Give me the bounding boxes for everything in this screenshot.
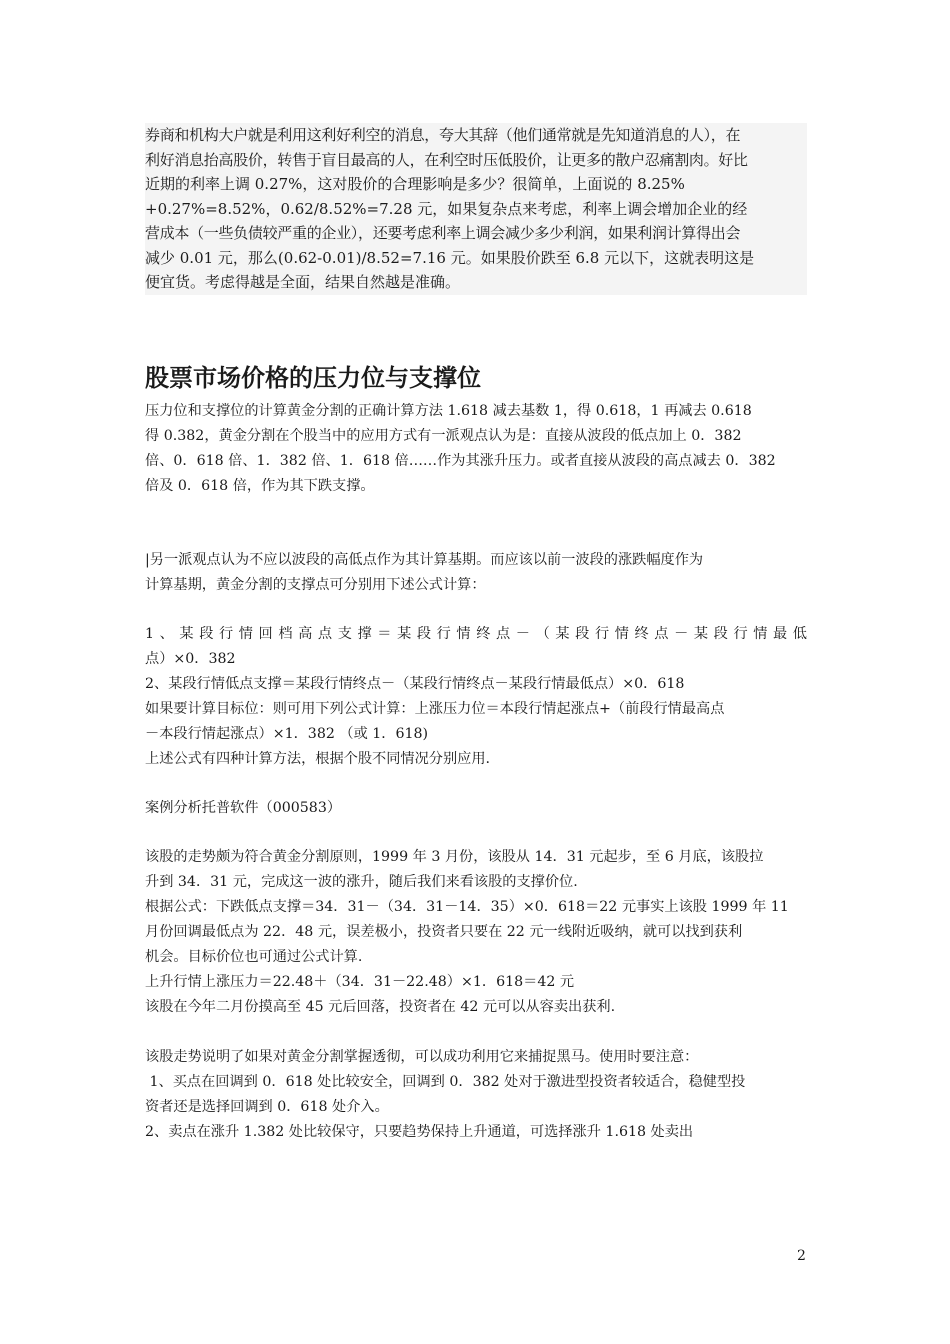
section-heading: 股票市场价格的压力位与支撑位 [145, 364, 481, 392]
note-line: 1、买点在回调到 0．618 处比较安全，回调到 0．382 处对于激进型投资者较适合，稳健型投 [145, 1074, 746, 1090]
case-title: 案例分析托普软件（000583） [145, 800, 342, 816]
formula-line: 上述公式有四种计算方法，根据个股不同情况分别应用. [145, 751, 491, 767]
intro-line: 便宜货。考虑得越是全面，结果自然越是准确。 [145, 273, 461, 291]
intro-line: 券商和机构大户就是利用这利好利空的消息，夸大其辞（他们通常就是先知道消息的人），在 [145, 126, 741, 144]
case-line: 上升行情上涨压力＝22.48＋（34．31－22.48）×1．618＝42 元 [145, 974, 575, 990]
body-line: 倍及 0．618 倍，作为其下跌支撑。 [145, 478, 375, 494]
body-line: |另一派观点认为不应以波段的高低点作为其计算基期。而应该以前一波段的涨跌幅度作为 [145, 552, 704, 568]
body-line: 倍、0．618 倍、1．382 倍、1．618 倍……作为其涨升压力。或者直接从波段的高点减去 0．382 [145, 453, 776, 469]
note-line: 资者还是选择回调到 0．618 处介入。 [145, 1099, 389, 1115]
intro-line: 营成本（一些负债较严重的企业），还要考虑利率上调会减少多少利润，如果利润计算得出会 [145, 224, 741, 242]
case-line: 升到 34．31 元，完成这一波的涨升，随后我们来看该股的支撑价位. [145, 874, 578, 890]
case-line: 月份回调最低点为 22．48 元，误差极小，投资者只要在 22 元一线附近吸纳，就可以找到获利 [145, 924, 743, 940]
intro-paragraph [145, 123, 807, 295]
intro-line: 减少 0.01 元，那么(0.62-0.01)/8.52=7.16 元。如果股价跌至 6.8 元以下，这就表明这是 [145, 248, 755, 267]
formula-line: －本段行情起涨点）×1．382 （或 1．618) [145, 726, 429, 742]
formula-line: 点）×0．382 [145, 651, 236, 667]
note-line: 2、卖点在涨升 1.382 处比较保守，只要趋势保持上升通道，可选择涨升 1.618 处卖出 [145, 1124, 694, 1140]
note-line: 该股走势说明了如果对黄金分割掌握透彻，可以成功利用它来捕捉黑马。使用时要注意： [145, 1049, 699, 1065]
case-line: 该股的走势颇为符合黄金分割原则，1999 年 3 月份，该股从 14．31 元起步，至 6 月底，该股拉 [145, 849, 764, 865]
case-line: 根据公式：下跌低点支撑＝34．31－（34．31－14．35）×0．618＝22 元事实上该股 1999 年 11 [145, 899, 789, 915]
formula-line: 1、某段行情回档高点支撑＝某段行情终点－（某段行情终点－某段行情最低 [145, 626, 807, 642]
intro-line: +0.27%=8.52%，0.62/8.52%=7.28 元，如果复杂点来考虑，利率上调会增加企业的经 [145, 199, 748, 218]
formula-line: 如果要计算目标位：则可用下列公式计算：上涨压力位＝本段行情起涨点+（前段行情最高点 [145, 701, 725, 717]
case-line: 机会。目标价位也可通过公式计算. [145, 949, 363, 965]
formula-line: 2、某段行情低点支撑＝某段行情终点－（某段行情终点－某段行情最低点）×0．618 [145, 676, 685, 692]
intro-line: 利好消息抬高股价，转售于盲目最高的人，在利空时压低股价，让更多的散户忍痛割肉。好比 [145, 150, 748, 169]
intro-line: 近期的利率上调 0.27%，这对股价的合理影响是多少？很简单，上面说的 8.25% [145, 175, 685, 193]
case-line: 该股在今年二月份摸高至 45 元后回落，投资者在 42 元可以从容卖出获利. [145, 999, 616, 1015]
body-line: 计算基期，黄金分割的支撑点可分别用下述公式计算： [145, 577, 486, 593]
page-number: 2 [797, 1248, 806, 1264]
body-line: 压力位和支撑位的计算黄金分割的正确计算方法 1.618 减去基数 1，得 0.618，1 再减去 0.618 [145, 403, 752, 419]
body-line: 得 0.382，黄金分割在个股当中的应用方式有一派观点认为是：直接从波段的低点加上 0．382 [145, 428, 742, 444]
